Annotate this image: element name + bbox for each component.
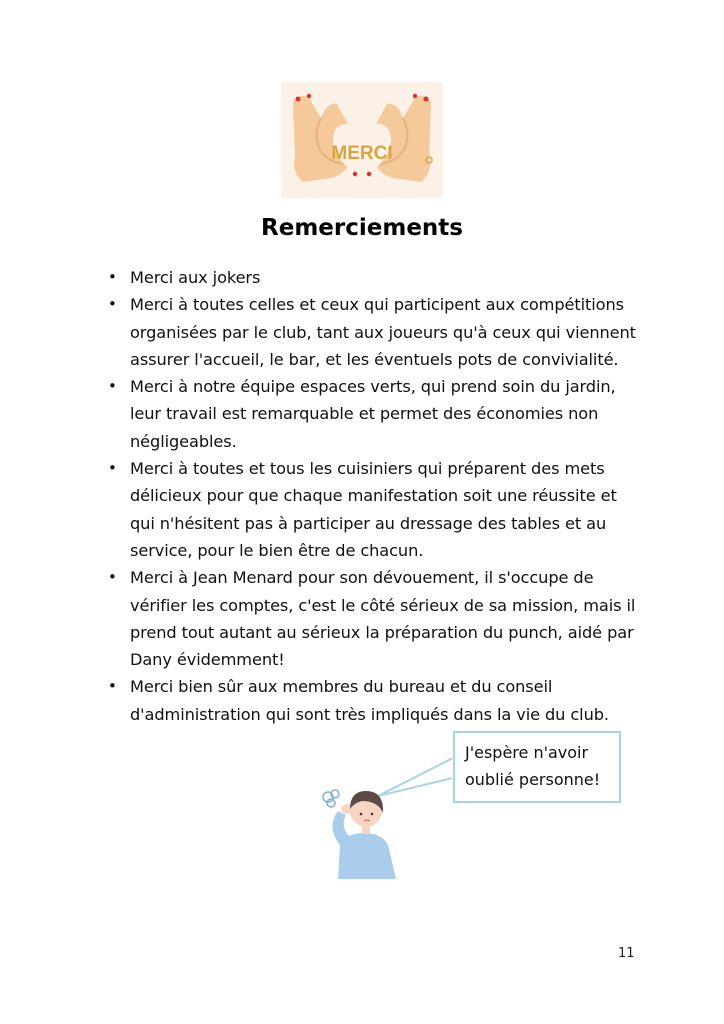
thinking-person-icon — [316, 775, 410, 879]
bullet-icon: • — [108, 568, 117, 587]
bullet-icon: • — [108, 459, 117, 478]
bullet-icon: • — [108, 268, 117, 286]
bullet-icon: • — [108, 377, 117, 396]
list-item: • Merci bien sûr aux membres du bureau et du conseil d'administration qui sont très impliqués dans la vie du club. — [106, 673, 646, 728]
thinking-person-illustration — [316, 775, 410, 879]
list-item: • Merci à notre équipe espaces verts, qui prend soin du jardin, leur travail est remarquable et permet des économies non négligeables. — [106, 373, 646, 455]
thanks-list — [106, 264, 646, 728]
list-item: • Merci aux jokers — [106, 264, 646, 291]
heart-hands-icon — [281, 82, 443, 198]
page-number: 11 — [618, 946, 635, 961]
list-item: • Merci à toutes et tous les cuisiniers qui préparent des mets délicieux pour que chaque manifestation soit une réussite et qui n'hésitent pas à participer au dressage des tables et au service, pour le bien être de chacun. — [106, 455, 646, 564]
list-item: • Merci à Jean Menard pour son dévouement, il s'occupe de vérifier les comptes, c'est le côté sérieux de sa mission, mais il prend tout autant au sérieux la préparation du punch, aidé par Dany évidemment! — [106, 564, 646, 673]
bullet-icon: • — [108, 677, 117, 696]
list-item: • Merci à toutes celles et ceux qui participent aux compétitions organisées par le club, tant aux joueurs qu'à ceux qui viennent assurer l'accueil, le bar, et les éventuels pots de convivialité. — [106, 291, 646, 373]
merci-heart-hands-logo — [281, 82, 443, 198]
speech-bubble — [453, 731, 621, 803]
page-title: Remerciements — [261, 215, 463, 241]
logo-text: MERCI — [331, 143, 393, 164]
bullet-icon: • — [108, 295, 117, 314]
speech-bubble-text: J'espère n'avoir oublié personne! — [465, 743, 601, 789]
